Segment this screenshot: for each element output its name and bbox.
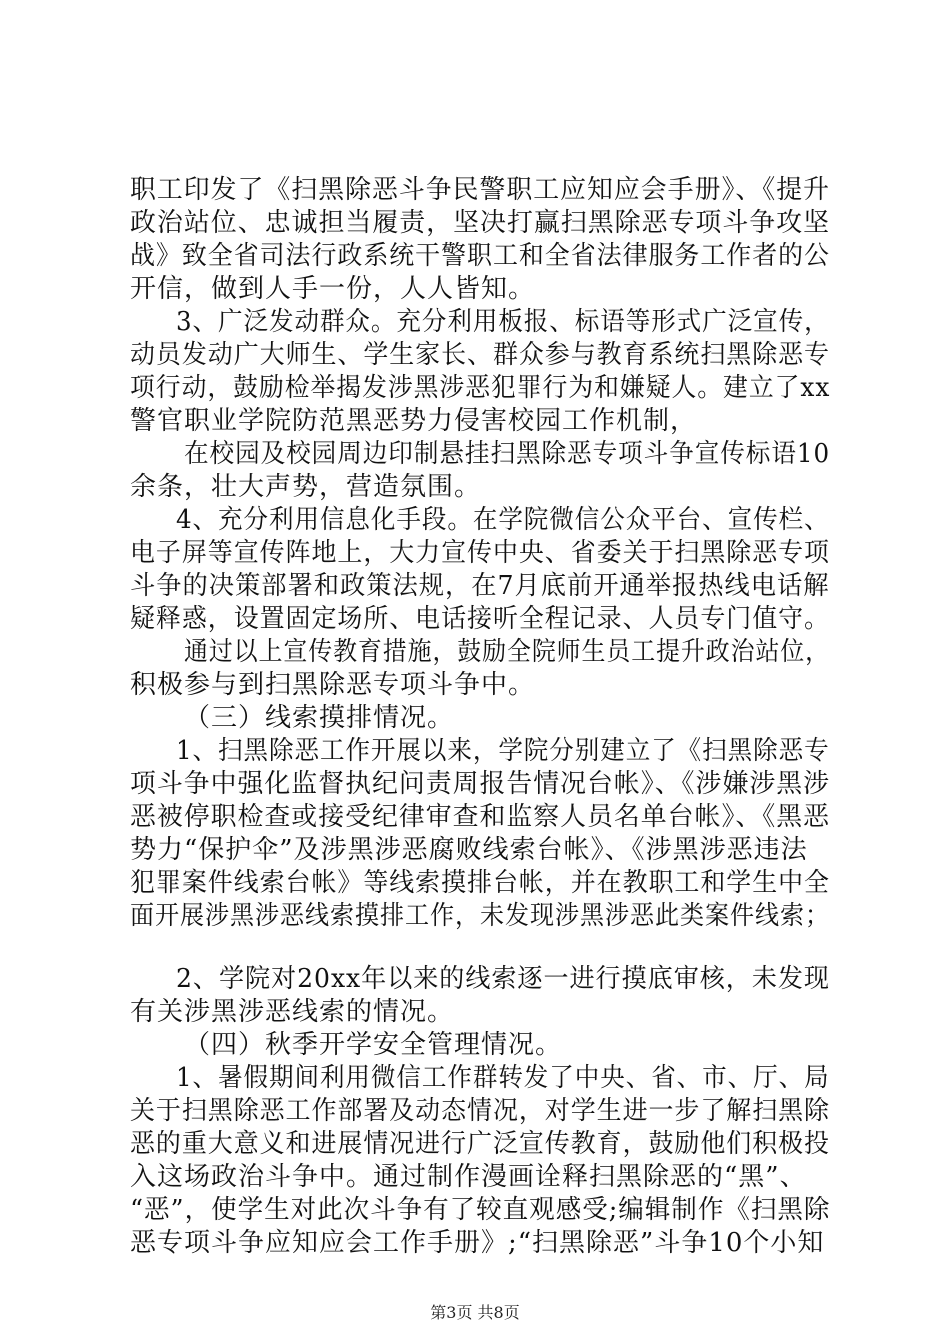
section-heading: （四）秋季开学安全管理情况。	[184, 1030, 563, 1060]
text-line: 余条，壮大声势，营造氛围。	[130, 472, 482, 502]
text-line: 恶专项斗争应知应会工作手册》;“扫黑除恶”斗争10个小知	[130, 1228, 825, 1258]
text-line: 职工印发了《扫黑除恶斗争民警职工应知应会手册》、《提升	[130, 175, 830, 205]
text-line: 有关涉黑涉恶线索的情况。	[130, 997, 455, 1027]
text-line: 3、广泛发动群众。充分利用板报、标语等形式广泛宣传，	[176, 307, 830, 337]
text-line: 电子屏等宣传阵地上，大力宣传中央、省委关于扫黑除恶专项	[130, 538, 831, 568]
text-line: 犯罪案件线索台帐》等线索摸排台帐，并在教职工和学生中全	[130, 868, 831, 898]
text-line: 4、充分利用信息化手段。在学院微信公众平台、宣传栏、	[176, 505, 830, 535]
text-line: 斗争的决策部署和政策法规，在7月底前开通举报热线电话解	[130, 571, 830, 601]
text-line: 警官职业学院防范黑恶势力侵害校园工作机制，	[130, 406, 698, 436]
text-line: 1、扫黑除恶工作开展以来，学院分别建立了《扫黑除恶专	[176, 736, 830, 766]
text-line: 战》致全省司法行政系统干警职工和全省法律服务工作者的公	[130, 241, 831, 271]
text-line: 疑释惑，设置固定场所、电话接听全程记录、人员专门值守。	[130, 604, 831, 634]
text-line: 恶被停职检查或接受纪律审查和监察人员名单台帐》、《黑恶	[130, 802, 830, 832]
text-line: “恶”，使学生对此次斗争有了较直观感受;编辑制作《扫黑除	[130, 1195, 831, 1225]
text-line: 在校园及校园周边印制悬挂扫黑除恶专项斗争宣传标语10	[184, 439, 831, 469]
text-line: 面开展涉黑涉恶线索摸排工作，未发现涉黑涉恶此类案件线索；	[130, 901, 830, 931]
text-line: 政治站位、忠诚担当履责，坚决打赢扫黑除恶专项斗争攻坚	[130, 208, 831, 238]
text-line: 通过以上宣传教育措施，鼓励全院师生员工提升政治站位，	[184, 637, 830, 667]
text-line: 2、学院对20xx年以来的线索逐一进行摸底审核，未发现	[176, 964, 830, 994]
text-line: 开信，做到人手一份，人人皆知。	[130, 274, 536, 304]
text-line: 项斗争中强化监督执纪问责周报告情况台帐》、《涉嫌涉黑涉	[130, 769, 830, 799]
text-line: 恶的重大意义和进展情况进行广泛宣传教育，鼓励他们积极投	[130, 1129, 831, 1159]
text-line: 势力“保护伞”及涉黑涉恶腐败线索台帐》、《涉黑涉恶违法	[130, 835, 808, 865]
text-line: 关于扫黑除恶工作部署及动态情况，对学生进一步了解扫黑除	[130, 1096, 831, 1126]
page-number-footer: 第3页 共8页	[430, 1303, 520, 1322]
text-line: 项行动，鼓励检举揭发涉黑涉恶犯罪行为和嫌疑人。建立了xx	[130, 373, 831, 403]
text-line: 动员发动广大师生、学生家长、群众参与教育系统扫黑除恶专	[130, 340, 831, 370]
text-line: 1、暑假期间利用微信工作群转发了中央、省、市、厅、局	[176, 1063, 830, 1093]
text-line: 积极参与到扫黑除恶专项斗争中。	[130, 670, 536, 700]
text-line: 入这场政治斗争中。通过制作漫画诠释扫黑除恶的“黑”、	[130, 1162, 807, 1192]
section-heading: （三）线索摸排情况。	[184, 703, 455, 733]
